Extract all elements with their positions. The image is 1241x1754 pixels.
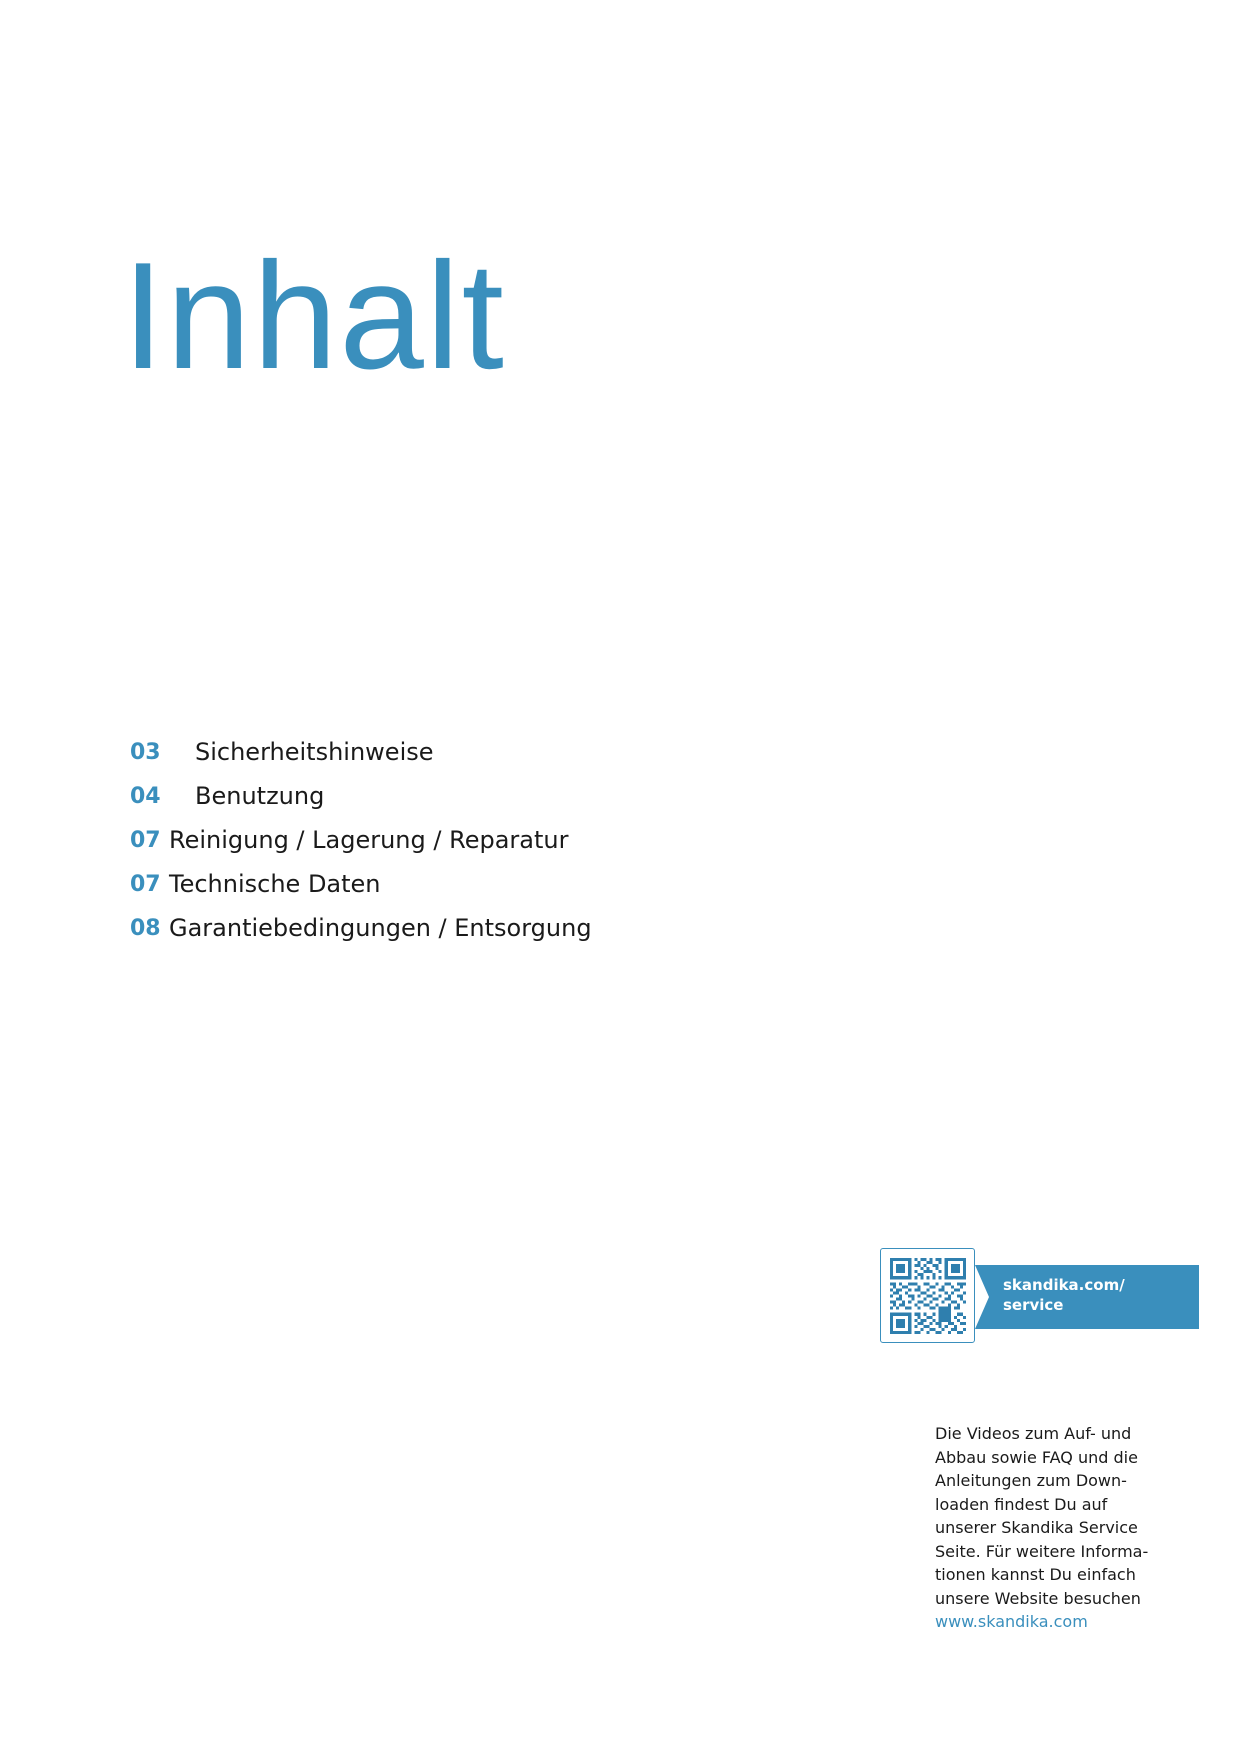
service-text-line: tionen kannst Du einfach (935, 1565, 1136, 1584)
toc-entry-technische-daten[interactable] (130, 862, 592, 906)
service-url[interactable] (1003, 1275, 1125, 1315)
service-qr-panel[interactable] (880, 1248, 1199, 1345)
service-text-line: loaden findest Du auf (935, 1494, 1108, 1514)
toc-page-number: 03 (130, 739, 161, 765)
toc-page-number: 07 (130, 827, 161, 853)
toc-entry-garantiebedingungen[interactable] (130, 906, 592, 950)
service-text-line: Seite. Für weitere Informa- (935, 1541, 1149, 1561)
service-text-line: Abbau sowie FAQ und die (935, 1447, 1138, 1467)
toc-label: Technische Daten (169, 870, 381, 898)
banner-notch-icon (975, 1265, 995, 1329)
toc-label: Sicherheitshinweise (195, 738, 434, 766)
service-text-line: unsere Website besuchen (935, 1588, 1141, 1608)
service-text-line: Die Videos zum Auf- und (935, 1424, 1132, 1443)
toc-entry-sicherheitshinweise[interactable] (130, 730, 592, 774)
toc-label: Reinigung / Lagerung / Reparatur (169, 826, 569, 854)
service-info-text (935, 1422, 1175, 1634)
toc-label: Garantiebedingungen / Entsorgung (169, 914, 592, 942)
toc-entry-reinigung[interactable] (130, 818, 592, 862)
service-text-line: Anleitungen zum Down- (935, 1471, 1127, 1490)
toc-entry-benutzung[interactable] (130, 774, 592, 818)
toc-page-number: 07 (130, 871, 161, 897)
toc-label: Benutzung (195, 782, 325, 810)
website-link[interactable]: www.skandika.com (935, 1612, 1088, 1631)
service-url-line: skandika.com/ (1003, 1276, 1125, 1294)
toc-page-number: 04 (130, 783, 161, 809)
page-title: Inhalt (122, 231, 506, 401)
qr-code-frame (880, 1248, 975, 1343)
table-of-contents (130, 730, 592, 950)
service-text-line: unserer Skandika Service (935, 1518, 1138, 1537)
toc-page-number: 08 (130, 915, 161, 941)
service-url-line: service (1003, 1296, 1064, 1314)
qr-code-icon (890, 1258, 966, 1334)
